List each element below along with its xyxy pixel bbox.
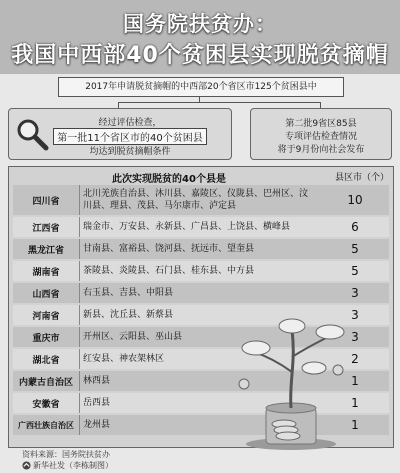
province-name: 湖北省 (32, 355, 60, 366)
county-count: 5 (351, 264, 359, 278)
xinhua-logo-icon (22, 461, 31, 470)
source-note: 资料来源：国务院扶贫办 (22, 450, 110, 459)
credit-note (22, 460, 113, 471)
credit-text: 新华社发（李栋制图） (33, 461, 113, 470)
table-row (13, 283, 389, 303)
province-name: 四川省 (32, 196, 60, 207)
second-batch-line3: 将于9月份向社会发布 (277, 145, 365, 155)
table-title: 此次实现脱贫的40个县是 (112, 174, 226, 185)
county-list: 开州区、云阳县、巫山县 (83, 332, 183, 342)
column-divider (79, 305, 80, 325)
province-name: 重庆市 (32, 333, 60, 344)
county-list: 瑞金市、万安县、永新县、广昌县、上饶县、横峰县 (83, 222, 291, 232)
table-row (13, 239, 389, 259)
county-count: 2 (351, 352, 359, 366)
province-name: 内蒙古自治区 (18, 377, 73, 388)
second-batch-box (250, 108, 392, 160)
county-list: 岳西县 (83, 398, 111, 408)
table-row (13, 261, 389, 281)
intro-box: 2017年申请脱贫摘帽的中西部20个省区市125个贫困县中 (58, 77, 344, 97)
count-column-header: 县区市（个） (335, 173, 390, 183)
county-list: 红安县、神农架林区 (83, 354, 165, 364)
first-batch-line1: 经过评估检查， (98, 118, 162, 128)
county-list: 甘南县、富裕县、饶河县、抚远市、望奎县 (83, 244, 255, 254)
second-batch-line1: 第二批9省区85县 (285, 119, 357, 129)
table-row (13, 217, 389, 237)
headline-line1: 国务院扶贫办： (123, 12, 277, 36)
county-list: 新县、沈丘县、新蔡县 (83, 310, 174, 320)
county-count: 1 (351, 396, 359, 410)
province-name: 黑龙江省 (27, 245, 64, 256)
county-list: 北川羌族自治县、沐川县、嘉陵区、仪陇县、巴州区、汶川县、理县、茂县、马尔康市、泸定县 (83, 189, 309, 211)
county-count: 3 (351, 330, 359, 344)
first-batch-line3: 均达到脱贫摘帽条件 (89, 147, 171, 157)
second-batch-line2: 专项评估检查情况 (284, 132, 357, 142)
headline-line2: 我国中西部40个贫困县实现脱贫摘帽 (11, 43, 389, 68)
province-name: 山西省 (32, 289, 60, 300)
column-divider (79, 217, 80, 237)
first-batch-box (8, 108, 232, 160)
table-row (13, 185, 389, 215)
column-divider (79, 327, 80, 347)
first-batch-highlight: 第一批11个省区市的40个贫困县 (53, 128, 206, 145)
column-divider (79, 283, 80, 303)
county-count: 1 (351, 374, 359, 388)
connector-line (118, 102, 320, 103)
county-list: 龙州县 (83, 420, 111, 430)
column-divider (79, 261, 80, 281)
county-count: 3 (351, 286, 359, 300)
column-divider (79, 415, 80, 435)
province-name: 安徽省 (32, 399, 60, 410)
county-count: 1 (351, 418, 359, 432)
county-list: 茶陵县、炎陵县、石门县、桂东县、中方县 (83, 266, 255, 276)
column-divider (79, 349, 80, 369)
county-count: 3 (351, 308, 359, 322)
county-list: 林西县 (83, 376, 111, 386)
province-name: 河南省 (32, 311, 60, 322)
province-name: 江西省 (32, 223, 60, 234)
county-count: 5 (351, 242, 359, 256)
county-count: 10 (347, 193, 363, 207)
money-tree-illustration (226, 312, 356, 452)
column-divider (79, 371, 80, 391)
province-name: 湖南省 (32, 267, 60, 278)
county-count: 6 (351, 220, 359, 234)
province-name: 广西壮族自治区 (18, 420, 74, 430)
column-divider (79, 185, 80, 215)
county-list: 右玉县、吉县、中阳县 (83, 288, 174, 298)
column-divider (79, 393, 80, 413)
column-divider (79, 239, 80, 259)
